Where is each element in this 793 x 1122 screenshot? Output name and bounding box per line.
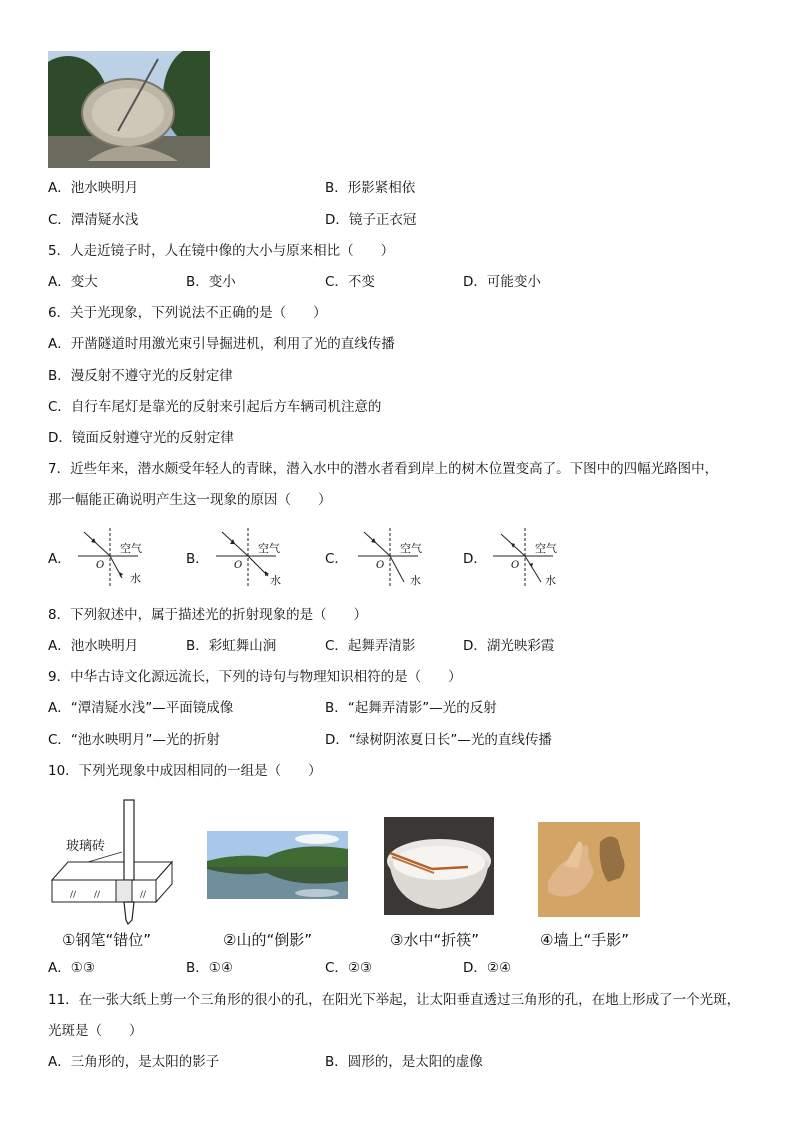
q10-option-c: C．②③: [325, 960, 373, 976]
q7c-o-label: O: [376, 560, 385, 571]
q9-option-b: B．“起舞弄清影”—光的反射: [325, 700, 497, 716]
q7a-air-label: 空气: [120, 542, 142, 555]
q10-option-a: A．①③: [48, 960, 95, 976]
q8-option-a: A．池水映明月: [48, 638, 139, 654]
q6-stem: 6．关于光现象，下列说法不正确的是（ ）: [48, 305, 327, 321]
q7d-air-label: 空气: [535, 542, 557, 555]
q7a-o-label: O: [96, 560, 105, 571]
q7-option-d: D．: [463, 551, 487, 567]
q8-stem: 8．下列叙述中，属于描述光的折射现象的是（ ）: [48, 607, 368, 623]
q6-option-b: B．漫反射不遵守光的反射定律: [48, 368, 233, 384]
q10-caption-4: ④墙上“手影”: [540, 931, 629, 949]
q8-option-b: B．彩虹舞山涧: [186, 638, 277, 654]
q10-option-b: B．①④: [186, 960, 233, 976]
q7d-o-label: O: [511, 560, 520, 571]
q4-option-a: A．池水映明月: [48, 180, 139, 196]
q7-option-b: B．: [186, 551, 209, 567]
q7a-water-label: 水: [130, 572, 141, 585]
q10-option-d: D．②④: [463, 960, 512, 976]
q7d-water-label: 水: [545, 574, 556, 587]
q5-option-d: D．可能变小: [463, 274, 541, 290]
q7-stem-line2: 那一幅能正确说明产生这一现象的原因（ ）: [48, 492, 332, 508]
q10-bent-chopsticks-photo: [384, 817, 494, 915]
q5-option-a: A．变大: [48, 274, 98, 290]
q7b-o-label: O: [234, 560, 243, 571]
q10-glass-label: 玻璃砖: [66, 839, 106, 854]
q9-option-a: A．“潭清疑水浅”—平面镜成像: [48, 700, 234, 716]
q5-option-b: B．变小: [186, 274, 236, 290]
q7-diagram-b: [212, 526, 292, 588]
q9-stem: 9．中华古诗文化源远流长，下列的诗句与物理知识相符的是（ ）: [48, 669, 462, 685]
q7-diagram-c: [354, 526, 434, 588]
q4-option-c: C．潭清疑水浅: [48, 212, 139, 228]
q10-caption-3: ③水中“折筷”: [390, 931, 479, 949]
q4-option-b: B．形影紧相依: [325, 180, 416, 196]
q7b-air-label: 空气: [258, 542, 280, 555]
q10-caption-1: ①钢笔“错位”: [62, 931, 151, 949]
q11-option-b: B．圆形的，是太阳的虚像: [325, 1054, 483, 1070]
q10-stem: 10．下列光现象中成因相同的一组是（ ）: [48, 763, 322, 779]
svg-text://: //: [140, 890, 147, 900]
q11-stem-line1: 11．在一张大纸上剪一个三角形的很小的孔，在阳光下举起，让太阳垂直透过三角形的孔，在地上形成了一个光斑，: [48, 992, 741, 1008]
q5-stem: 5．人走近镜子时，人在镜中像的大小与原来相比（ ）: [48, 243, 395, 259]
q10-caption-2: ②山的“倒影”: [223, 931, 312, 949]
q7-diagram-d: [489, 526, 569, 588]
q11-option-a: A．三角形的，是太阳的影子: [48, 1054, 220, 1070]
q10-pen-glass-figure: [48, 796, 174, 926]
q11-stem-line2: 光斑是（ ）: [48, 1023, 143, 1039]
q9-option-d: D．“绿树阴浓夏日长”—光的直线传播: [325, 732, 552, 748]
q5-option-c: C．不变: [325, 274, 375, 290]
q7b-water-label: 水: [270, 574, 281, 587]
svg-text://: //: [70, 890, 77, 900]
svg-text://: //: [94, 890, 101, 900]
q6-option-a: A．开凿隧道时用激光束引导掘进机，利用了光的直线传播: [48, 336, 395, 352]
q7c-air-label: 空气: [400, 542, 422, 555]
q6-option-d: D．镜面反射遵守光的反射定律: [48, 430, 234, 446]
q9-option-c: C．“池水映明月”—光的折射: [48, 732, 220, 748]
q7-option-a: A．: [48, 551, 71, 567]
q7-diagram-a: [74, 526, 154, 588]
q7c-water-label: 水: [410, 574, 421, 587]
q7-option-c: C．: [325, 551, 348, 567]
q6-option-c: C．自行车尾灯是靠光的反射来引起后方车辆司机注意的: [48, 399, 382, 415]
q10-mountain-reflection-photo: [207, 831, 348, 899]
q10-hand-shadow-photo: [538, 822, 640, 917]
q8-option-c: C．起舞弄清影: [325, 638, 416, 654]
q7-stem-line1: 7．近些年来，潜水颇受年轻人的青睐，潜入水中的潜水者看到岸上的树木位置变高了。下图中的四幅光路图中，: [48, 461, 719, 477]
sundial-photo: [48, 51, 210, 168]
q8-option-d: D．湖光映彩霞: [463, 638, 555, 654]
q4-option-d: D．镜子正衣冠: [325, 212, 417, 228]
